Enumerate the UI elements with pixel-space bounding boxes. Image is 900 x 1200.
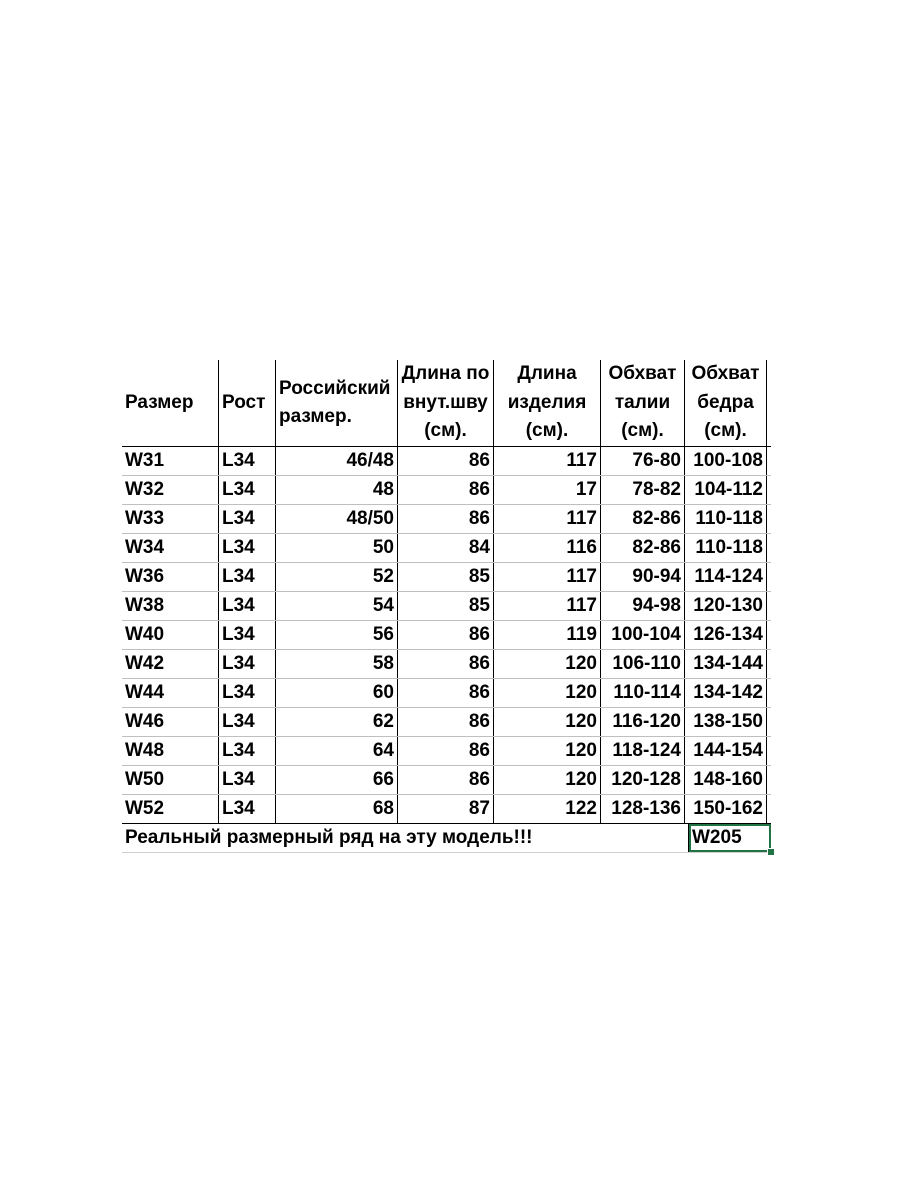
header-length-line: изделия [507,391,587,413]
cell-waist[interactable]: 110-114 [601,679,685,707]
cell-length[interactable]: 117 [494,563,601,591]
cell-hips[interactable]: 138-150 [685,708,767,736]
cell-hips[interactable]: 104-112 [685,476,767,504]
cell-height[interactable]: L34 [219,447,276,475]
size-chart-table [122,360,771,853]
cell-inseam[interactable]: 86 [398,679,494,707]
table-row [122,446,771,475]
header-ru-size-line: размер. [279,406,352,427]
cell-length[interactable]: 17 [494,476,601,504]
header-inseam[interactable] [398,360,494,446]
cell-ru-size[interactable]: 48/50 [276,505,398,533]
cell-waist[interactable]: 78-82 [601,476,685,504]
cell-waist[interactable]: 118-124 [601,737,685,765]
header-hips-line: Обхват [691,363,760,385]
cell-hips[interactable]: 134-144 [685,650,767,678]
cell-inseam[interactable]: 86 [398,505,494,533]
cell-waist[interactable]: 90-94 [601,563,685,591]
cell-height[interactable]: L34 [219,563,276,591]
header-ru-size[interactable] [276,360,398,446]
header-ru-size-line: Российский [279,377,391,399]
cell-inseam[interactable]: 85 [398,563,494,591]
cell-size[interactable]: W52 [122,795,219,823]
cell-length[interactable]: 122 [494,795,601,823]
cell-height[interactable]: L34 [219,476,276,504]
header-waist-line: Обхват [608,363,677,385]
cell-size[interactable]: W32 [122,476,219,504]
header-hips[interactable] [685,360,767,446]
cell-inseam[interactable]: 87 [398,795,494,823]
cell-hips[interactable]: 126-134 [685,621,767,649]
cell-length[interactable]: 120 [494,766,601,794]
header-height-line: Рост [222,391,266,413]
cell-inseam[interactable]: 86 [398,708,494,736]
cell-size[interactable]: W31 [122,447,219,475]
table-row [122,678,771,707]
header-length-line: Длина [517,363,577,385]
cell-waist[interactable]: 82-86 [601,534,685,562]
cell-height[interactable]: L34 [219,766,276,794]
table-row [122,765,771,794]
cell-hips[interactable]: 110-118 [685,534,767,562]
cell-hips[interactable]: 110-118 [685,505,767,533]
bottom-gridline [122,852,770,853]
header-row [122,360,771,446]
cell-hips[interactable]: 100-108 [685,447,767,475]
cell-hips[interactable]: 114-124 [685,563,767,591]
cell-size[interactable]: W42 [122,650,219,678]
cell-inseam[interactable]: 86 [398,737,494,765]
cell-height[interactable]: L34 [219,795,276,823]
cell-inseam[interactable]: 86 [398,621,494,649]
cell-size[interactable]: W38 [122,592,219,620]
cell-inseam[interactable]: 86 [398,766,494,794]
cell-length[interactable]: 119 [494,621,601,649]
cell-hips[interactable]: 150-162 [685,795,767,823]
cell-size[interactable]: W46 [122,708,219,736]
header-waist-line: талии [614,391,671,413]
cell-waist[interactable]: 94-98 [601,592,685,620]
cell-length[interactable]: 116 [494,534,601,562]
cell-size[interactable]: W36 [122,563,219,591]
table-row [122,794,771,823]
header-inseam-line: Длина по [401,363,490,385]
cell-height[interactable]: L34 [219,534,276,562]
header-length-line: (см). [525,420,569,442]
header-size-line: Размер [125,391,194,413]
header-hips-line: (см). [704,420,747,442]
table-row [122,620,771,649]
cell-ru-size[interactable]: 50 [276,534,398,562]
cell-hips[interactable]: 148-160 [685,766,767,794]
cell-waist[interactable]: 116-120 [601,708,685,736]
cell-length[interactable]: 120 [494,679,601,707]
cell-ru-size[interactable]: 52 [276,563,398,591]
cell-height[interactable]: L34 [219,592,276,620]
table-row [122,707,771,736]
cell-length[interactable]: 120 [494,737,601,765]
cell-height[interactable]: L34 [219,737,276,765]
cell-height[interactable]: L34 [219,679,276,707]
header-height[interactable] [219,360,276,446]
table-body [122,446,771,823]
cell-length[interactable]: 117 [494,447,601,475]
header-inseam-line: внут.шву [403,391,488,413]
cell-ru-size[interactable]: 62 [276,708,398,736]
cell-size[interactable]: W40 [122,621,219,649]
table-row [122,475,771,504]
cell-size[interactable]: W33 [122,505,219,533]
cell-waist[interactable]: 120-128 [601,766,685,794]
header-waist[interactable] [601,360,685,446]
cell-waist[interactable]: 76-80 [601,447,685,475]
cell-inseam[interactable]: 86 [398,447,494,475]
cell-ru-size[interactable]: 58 [276,650,398,678]
cell-waist[interactable]: 100-104 [601,621,685,649]
table-row [122,591,771,620]
header-size[interactable] [122,360,219,446]
cell-inseam[interactable]: 86 [398,650,494,678]
cell-length[interactable]: 120 [494,708,601,736]
cell-size[interactable]: W50 [122,766,219,794]
footer-note: Реальный размерный ряд на эту модель!!! [125,827,533,848]
table-row [122,504,771,533]
cell-inseam[interactable]: 85 [398,592,494,620]
cell-ru-size[interactable]: 66 [276,766,398,794]
cell-size[interactable]: W48 [122,737,219,765]
cell-hips[interactable]: 144-154 [685,737,767,765]
table-row [122,533,771,562]
cell-hips[interactable]: 134-142 [685,679,767,707]
cell-ru-size[interactable]: 48 [276,476,398,504]
fill-handle[interactable] [767,848,775,856]
cell-ru-size[interactable]: 54 [276,592,398,620]
cell-ru-size[interactable]: 56 [276,621,398,649]
header-inseam-line: (см). [424,420,467,442]
cell-inseam[interactable]: 86 [398,476,494,504]
cell-height[interactable]: L34 [219,505,276,533]
table-row [122,736,771,765]
table-row [122,649,771,678]
footer-note-cell[interactable] [122,824,605,852]
footer-value-cell[interactable] [689,824,771,852]
cell-size[interactable]: W34 [122,534,219,562]
cell-inseam[interactable]: 84 [398,534,494,562]
header-hips-line: бедра [697,391,754,413]
footer-value: W205 [692,827,742,848]
cell-ru-size[interactable]: 46/48 [276,447,398,475]
cell-size[interactable]: W44 [122,679,219,707]
cell-height[interactable]: L34 [219,650,276,678]
cell-height[interactable]: L34 [219,621,276,649]
footer-row [122,823,771,852]
cell-hips[interactable]: 120-130 [685,592,767,620]
cell-waist[interactable]: 82-86 [601,505,685,533]
cell-ru-size[interactable]: 68 [276,795,398,823]
cell-ru-size[interactable]: 60 [276,679,398,707]
cell-ru-size[interactable]: 64 [276,737,398,765]
cell-waist[interactable]: 128-136 [601,795,685,823]
header-waist-line: (см). [621,420,664,442]
cell-length[interactable]: 120 [494,650,601,678]
cell-length[interactable]: 117 [494,592,601,620]
table-row [122,562,771,591]
cell-waist[interactable]: 106-110 [601,650,685,678]
cell-length[interactable]: 117 [494,505,601,533]
footer-empty-cell[interactable] [605,824,689,852]
header-length[interactable] [494,360,601,446]
cell-height[interactable]: L34 [219,708,276,736]
